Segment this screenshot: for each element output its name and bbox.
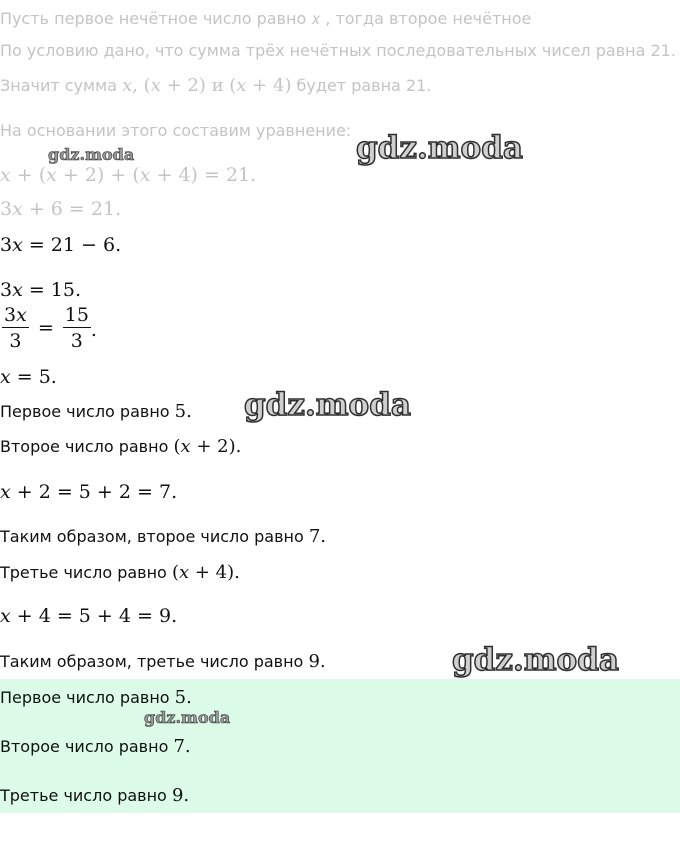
third-result-line xyxy=(0,652,326,672)
equation-8: 𝑥 + 4 = 5 + 4 = 9. xyxy=(0,605,178,627)
first-number-text: Первое число равно xyxy=(0,402,175,421)
equation-6: 𝑥 = 5. xyxy=(0,366,57,388)
equation-2: 3𝑥 + 6 = 21. xyxy=(0,198,122,220)
equation-intro: На основании этого составим уравнение: xyxy=(0,121,352,140)
second-result-value: 7. xyxy=(308,526,327,547)
fraction-equals: = xyxy=(37,317,54,339)
third-number-text: Третье число равно xyxy=(0,563,172,582)
sum-line-text: Значит сумма xyxy=(0,76,123,95)
equation-1: 𝑥 + (𝑥 + 2) + (𝑥 + 4) = 21. xyxy=(0,164,257,186)
equation-7: 𝑥 + 2 = 5 + 2 = 7. xyxy=(0,481,178,503)
condition-line: По условию дано, что сумма трёх нечётных последовательных чисел равна 21. xyxy=(0,41,676,60)
second-number-value: (𝑥 + 2). xyxy=(173,436,242,457)
intro-line: Пусть первое нечётное число равно 𝑥 , тогда второе нечётное xyxy=(0,9,532,28)
fraction-left-denominator: 3 xyxy=(9,330,22,352)
third-number-value: (𝑥 + 4). xyxy=(171,562,240,583)
first-number-line xyxy=(0,402,192,422)
fraction-right-denominator: 3 xyxy=(70,330,83,352)
third-result-value: 9. xyxy=(308,651,326,672)
answer-first xyxy=(0,688,192,708)
fraction-equation xyxy=(2,304,97,352)
answer-first-text: Первое число равно xyxy=(0,688,175,707)
equation-3: 3𝑥 = 21 − 6. xyxy=(0,234,122,256)
watermark-logo: gdz.moda xyxy=(452,642,619,678)
fraction-right-numerator: 15 xyxy=(64,304,89,326)
second-number-text: Второе число равно xyxy=(0,437,174,456)
second-result-text: Таким образом, второе число равно xyxy=(0,527,309,546)
answer-third-text: Третье число равно xyxy=(0,786,172,805)
answer-second-value: 7. xyxy=(173,736,191,757)
third-number-line xyxy=(0,563,240,583)
second-result-line xyxy=(0,527,326,547)
sum-line-tail: будет равна 21. xyxy=(291,76,432,95)
second-number-line xyxy=(0,437,241,457)
sum-line-math: 𝑥, (𝑥 + 2) и (𝑥 + 4) xyxy=(122,75,292,96)
answer-second xyxy=(0,737,191,757)
answer-first-value: 5. xyxy=(174,687,192,708)
sum-line xyxy=(0,76,431,96)
fraction-period: . xyxy=(90,319,97,341)
answer-second-text: Второе число равно xyxy=(0,737,174,756)
watermark-logo: gdz.moda xyxy=(244,387,411,423)
answer-third xyxy=(0,786,189,806)
watermark-logo: gdz.moda xyxy=(48,145,135,164)
answer-third-value: 9. xyxy=(171,785,190,806)
equation-4: 3𝑥 = 15. xyxy=(0,279,82,301)
third-result-text: Таким образом, третье число равно xyxy=(0,652,309,671)
watermark-logo: gdz.moda xyxy=(144,708,231,727)
fraction-right xyxy=(63,304,91,352)
watermark-logo: gdz.moda xyxy=(356,130,523,166)
first-number-value: 5. xyxy=(174,401,192,422)
fraction-left-numerator: 3𝑥 xyxy=(4,304,27,326)
fraction-left xyxy=(2,304,29,352)
